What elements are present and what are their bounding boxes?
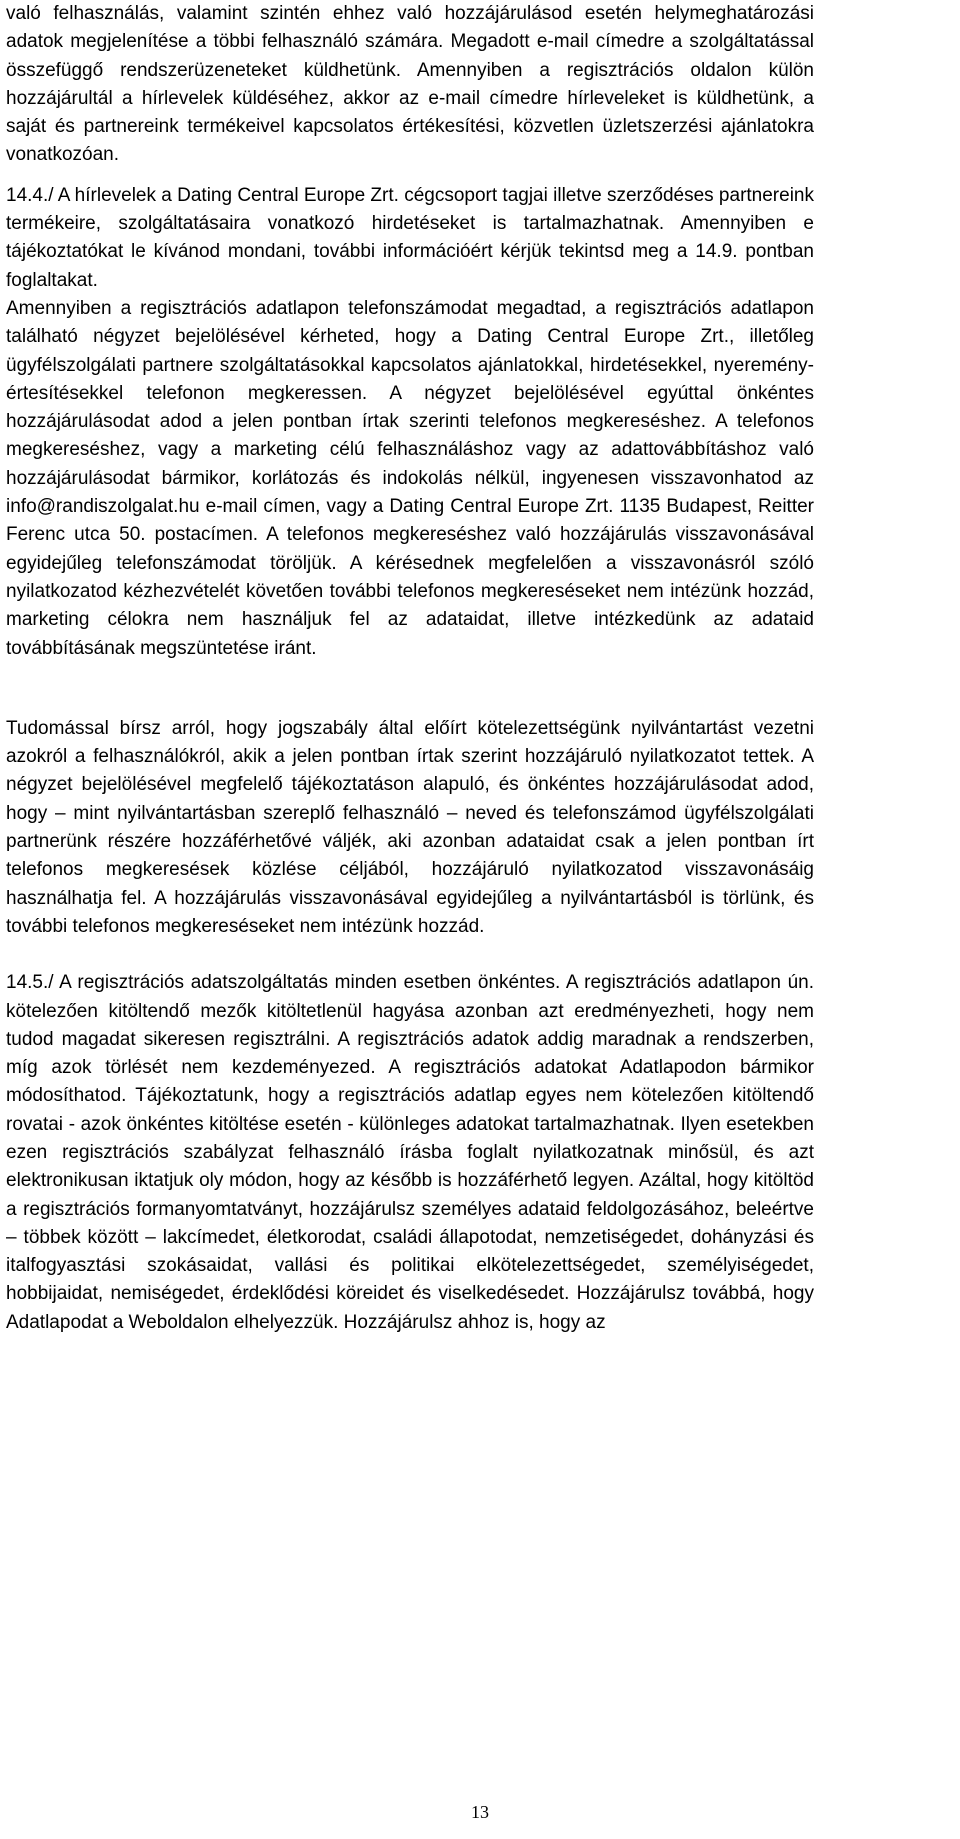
paragraph-registry-notice: Tudomással bírsz arról, hogy jogszabály által előírt kötelezettségünk nyilvántartást vezetni azokról a felhasználókról, akik a jelen pontban írtak szerint hozzájáruló nyilatkozatot tettek. A négyzet bejelölésével megfelelő tájékoztatáson alapuló, és önkéntes hozzájárulásodat adod, hogy – mint nyilvántartásban szereplő felhasználó – neved és telefonszámod ügyfélszolgálati partnerünk részére hozzáférhetővé váljék, aki azonban adataidat csak a jelen pontban írt telefonos megkeresések közlése céljából, hozzájáruló nyilatkozatod visszavonásáig használhatja fel. A hozzájárulás visszavonásával egyidejűleg a nyilvántartásból is törlünk, és további telefonos megkereséseket nem intézünk hozzád. <box>6 717 814 937</box>
paragraph-spacer <box>6 941 814 969</box>
paragraph-spacer <box>6 663 814 715</box>
paragraph-14-4: 14.4./ A hírlevelek a Dating Central Europe Zrt. cégcsoport tagjai illetve szerződéses partnereink termékeire, szolgáltatásaira vonatkozó hirdetéseket is tartalmazhatnak. Amennyiben e tájékoztatókat le kívánod mondani, további információért kérjük tekintsd meg a 14.9. pontban foglaltakat. <box>6 184 814 291</box>
document-page <box>6 0 814 1337</box>
page-number: 13 <box>471 1802 489 1822</box>
paragraph-intro: való felhasználás, valamint szintén ehhez való hozzájárulásod esetén helymeghatározási adatok megjelenítése a többi felhasználó számára. Megadott e-mail címedre a szolgáltatással összefüggő rendszerüzeneteket küldhetünk. Amennyiben a regisztrációs oldalon külön hozzájárultál a hírlevelek küldéséhez, akkor az e-mail címedre hírleveleket is küldhetünk, a saját és partnereink termékeivel kapcsolatos értékesítési, közvetlen üzletszerzési ajánlatokra vonatkozóan. <box>6 3 814 166</box>
paragraph-spacer <box>6 170 814 182</box>
paragraph-14-5: 14.5./ A regisztrációs adatszolgáltatás minden esetben önkéntes. A regisztrációs adatlapon ún. kötelezően kitöltendő mezők kitöltetlenül hagyása azonban azt eredményezheti, hogy nem tudod magadat sikeresen regisztrálni. A regisztrációs adatok addig maradnak a rendszerben, míg azok törlését nem kezdeményezed. A regisztrációs adatokat Adatlapodon bármikor módosíthatod. Tájékoztatunk, hogy a regisztrációs adatlap egyes nem kötelezően kitöltendő rovatai - azok önkéntes kitöltése esetén - különleges adatokat tartalmazhatnak. Ilyen esetekben ezen regisztrációs szabályzat felhasználó írásba foglalt nyilatkozatnak minősül, és azt elektronikusan iktatjuk oly módon, hogy az később is hozzáférhető legyen. Azáltal, hogy kitöltöd a regisztrációs formanyomtatványt, hozzájárulsz személyes adataid feldolgozásához, beleértve – többek között – lakcímedet, életkorodat, családi állapotodat, nemzetiségedet, dohányzási és italfogyasztási szokásaidat, vallási és politikai elkötelezettségedet, személyiségedet, hobbijaidat, nemiségedet, érdeklődési köreidet és viselkedésedet. Hozzájárulsz továbbá, hogy Adatlapodat a Weboldalon elhelyezzük. Hozzájárulsz ahhoz is, hogy az <box>6 972 814 1333</box>
paragraph-telephone-consent: Amennyiben a regisztrációs adatlapon telefonszámodat megadtad, a regisztrációs adatlapon található négyzet bejelölésével kérheted, hogy a Dating Central Europe Zrt., illetőleg ügyfélszolgálati partnere szolgáltatásokkal kapcsolatos ajánlatokkal, hirdetésekkel, nyeremény-értesítésekkel telefonon megkeressen. A négyzet bejelölésével egyúttal önkéntes hozzájárulásodat adod a jelen pontban írtak szerinti telefonos megkereséshez. A telefonos megkereséshez, vagy a marketing célú felhasználáshoz vagy az adattovábbításhoz való hozzájárulásodat bármikor, korlátozás és indokolás nélkül, ingyenesen visszavonhatod az info@randiszolgalat.hu e-mail címen, vagy a Dating Central Europe Zrt. 1135 Budapest, Reitter Ferenc utca 50. postacímen. A telefonos megkereséshez való hozzájárulás visszavonásával egyidejűleg telefonszámodat töröljük. A kérésednek megfelelően a visszavonásról szóló nyilatkozatod kézhezvételét követően további telefonos megkereséseket nem intézünk hozzád, marketing célokra nem használjuk fel az adataidat, illetve intézkedünk az adataid továbbításának megszüntetése iránt. <box>6 297 814 659</box>
